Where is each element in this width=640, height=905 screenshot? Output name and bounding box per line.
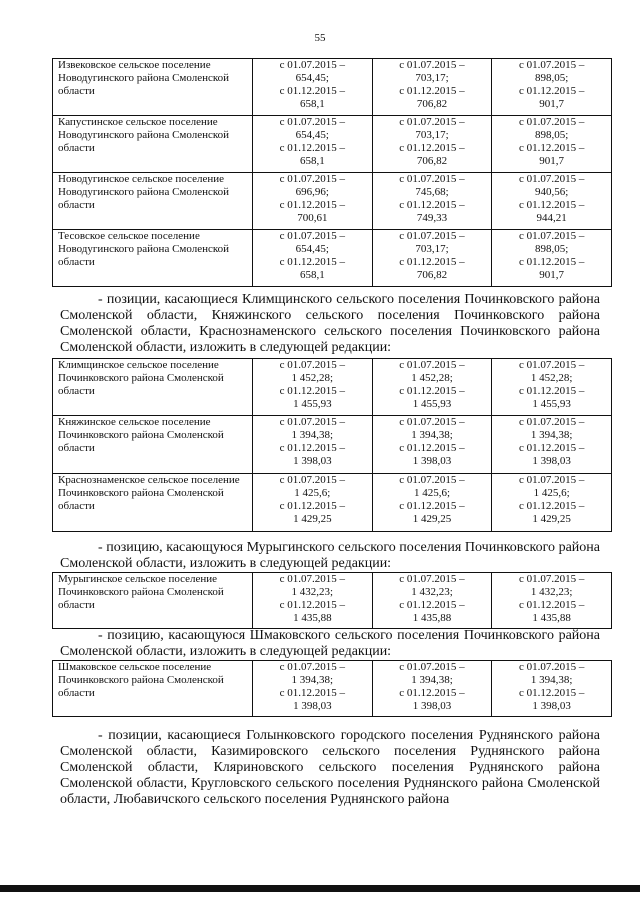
settlement-name: Шмаковское сельское поселение Починковского района Смоленской области — [53, 661, 253, 717]
tariff-value-cell — [492, 230, 612, 287]
tariff-value-cell — [372, 59, 492, 116]
tariff-value-line: с 01.07.2015 – — [279, 116, 346, 128]
tariff-value-line: с 01.07.2015 – — [518, 230, 585, 242]
tariff-value-line: с 01.07.2015 – — [399, 474, 465, 486]
tariff-value-line: с 01.07.2015 – — [399, 661, 465, 673]
tariff-table-novodugino — [52, 58, 612, 287]
tariff-value-line: 703,17; — [415, 72, 449, 84]
tariff-value-line: 1 435,88 — [412, 612, 452, 624]
tariff-value-line: 1 455,93 — [293, 398, 332, 410]
tariff-value-line: с 01.12.2015 – — [518, 256, 585, 268]
tariff-value-line: с 01.12.2015 – — [399, 85, 465, 97]
settlement-name: Княжинское сельское поселение Починковского района Смоленской области — [53, 416, 253, 474]
tariff-value-cell — [253, 230, 373, 287]
tariff-value-line: 1 429,25 — [412, 513, 452, 525]
tariff-value-cell — [372, 661, 492, 717]
settlement-name: Капустинское сельское поселение Новодугинского района Смоленской области — [53, 116, 253, 173]
tariff-value-line: 1 432,23; — [411, 586, 453, 598]
tariff-value-cell — [492, 116, 612, 173]
tariff-value-line: с 01.12.2015 – — [399, 500, 465, 512]
tariff-value-cell — [253, 359, 373, 416]
tariff-value-line: с 01.07.2015 – — [399, 116, 465, 128]
tariff-value-line: с 01.07.2015 – — [518, 59, 585, 71]
tariff-value-line: с 01.07.2015 – — [518, 173, 585, 185]
tariff-value-line: 1 432,23; — [291, 586, 334, 598]
tariff-value-cell — [492, 359, 612, 416]
amendment-paragraph: - позицию, касающуюся Шмаковского сельского поселения Починковского района Смоленской области, изложить в следующей редакции: — [60, 628, 600, 659]
tariff-value-cell — [253, 573, 373, 629]
tariff-value-line: с 01.07.2015 – — [279, 359, 346, 371]
page-number: 55 — [314, 32, 326, 44]
tariff-value-line: 1 435,88 — [293, 612, 332, 624]
tariff-value-line: с 01.07.2015 – — [399, 173, 465, 185]
tariff-value-line: 1 398,03 — [412, 455, 452, 467]
tariff-value-line: с 01.12.2015 – — [279, 256, 346, 268]
tariff-value-line: с 01.07.2015 – — [279, 173, 346, 185]
tariff-value-line: с 01.12.2015 – — [399, 256, 465, 268]
tariff-value-cell — [492, 173, 612, 230]
tariff-value-cell — [372, 573, 492, 629]
tariff-value-line: 898,05; — [535, 129, 569, 141]
tariff-value-line: 901,7 — [539, 155, 565, 167]
tariff-value-line: с 01.12.2015 – — [518, 599, 585, 611]
tariff-value-line: 1 398,03 — [412, 700, 452, 712]
table-row — [53, 359, 612, 416]
tariff-value-cell — [372, 173, 492, 230]
tariff-value-line: 1 429,25 — [532, 513, 571, 525]
tariff-value-line: 1 425,6; — [533, 487, 570, 499]
table-row — [53, 116, 612, 173]
tariff-value-line: 700,61 — [297, 212, 328, 224]
tariff-value-line: с 01.12.2015 – — [399, 687, 465, 699]
tariff-value-line: 1 452,28; — [411, 372, 453, 384]
tariff-value-line: 654,45; — [295, 243, 329, 255]
tariff-value-line: с 01.07.2015 – — [399, 59, 465, 71]
tariff-value-line: 1 425,6; — [413, 487, 451, 499]
settlement-name: Тесовское сельское поселение Новодугинского района Смоленской области — [53, 230, 253, 287]
settlement-name: Мурыгинское сельское поселение Починковского района Смоленской области — [53, 573, 253, 629]
tariff-value-cell — [372, 230, 492, 287]
tariff-value-line: 1 398,03 — [293, 455, 332, 467]
tariff-value-line: 1 394,38; — [411, 429, 453, 441]
table-row — [53, 59, 612, 116]
tariff-value-line: с 01.07.2015 – — [279, 230, 346, 242]
tariff-value-line: 1 452,28; — [530, 372, 573, 384]
tariff-value-line: с 01.12.2015 – — [399, 142, 465, 154]
tariff-value-line: с 01.12.2015 – — [279, 142, 346, 154]
tariff-value-line: 901,7 — [539, 269, 565, 281]
table-row — [53, 173, 612, 230]
tariff-value-line: 703,17; — [415, 129, 449, 141]
tariff-value-line: 706,82 — [416, 155, 448, 167]
tariff-value-line: 654,45; — [295, 72, 329, 84]
amendment-paragraph: - позиции, касающиеся Климщинского сельского поселения Починковского района Смоленской области, Княжинского сельского поселения Починковского района Смоленской области, Краснознаменского сельского поселения Починковского района Смоленской области, изложить в следующей редакции: — [60, 292, 600, 355]
settlement-name: Климщинское сельское поселение Починковского района Смоленской области — [53, 359, 253, 416]
tariff-value-line: с 01.07.2015 – — [518, 661, 585, 673]
tariff-value-line: с 01.07.2015 – — [518, 116, 585, 128]
tariff-value-line: с 01.12.2015 – — [518, 385, 585, 397]
tariff-value-cell — [253, 661, 373, 717]
tariff-value-line: 898,05; — [535, 72, 569, 84]
tariff-value-line: 1 394,38; — [291, 674, 334, 686]
tariff-value-line: 658,1 — [299, 269, 325, 281]
tariff-table-murygino — [52, 572, 612, 629]
tariff-value-line: 654,45; — [295, 129, 329, 141]
tariff-value-cell — [372, 474, 492, 532]
tariff-value-line: 1 455,93 — [412, 398, 452, 410]
tariff-value-line: 944,21 — [536, 212, 567, 224]
footer-rule — [0, 885, 640, 892]
tariff-value-line: с 01.12.2015 – — [518, 199, 585, 211]
settlement-name: Новодугинское сельское поселение Новодугинского района Смоленской области — [53, 173, 253, 230]
table-row — [53, 661, 612, 717]
tariff-value-line: 1 452,28; — [291, 372, 334, 384]
tariff-value-line: 901,7 — [539, 98, 565, 110]
tariff-value-line: 745,68; — [415, 186, 449, 198]
tariff-value-line: с 01.07.2015 – — [279, 474, 346, 486]
tariff-value-line: с 01.07.2015 – — [518, 416, 585, 428]
tariff-value-line: 1 394,38; — [530, 429, 573, 441]
settlement-name: Извековское сельское поселение Новодугинского района Смоленской области — [53, 59, 253, 116]
tariff-value-line: 1 435,88 — [532, 612, 571, 624]
tariff-value-line: с 01.07.2015 – — [279, 416, 346, 428]
tariff-value-line: 898,05; — [535, 243, 569, 255]
table-row — [53, 230, 612, 287]
tariff-value-cell — [253, 59, 373, 116]
tariff-value-line: 696,96; — [295, 186, 329, 198]
tariff-value-line: 1 398,03 — [532, 455, 571, 467]
tariff-value-line: 1 394,38; — [291, 429, 334, 441]
tariff-value-line: с 01.12.2015 – — [518, 442, 585, 454]
tariff-value-line: с 01.07.2015 – — [279, 661, 346, 673]
tariff-value-line: с 01.12.2015 – — [279, 687, 346, 699]
tariff-value-line: 706,82 — [416, 269, 448, 281]
tariff-value-line: с 01.12.2015 – — [518, 85, 585, 97]
tariff-value-line: с 01.07.2015 – — [399, 416, 465, 428]
tariff-value-line: с 01.07.2015 – — [399, 230, 465, 242]
tariff-value-cell — [492, 573, 612, 629]
tariff-value-line: 1 455,93 — [532, 398, 571, 410]
tariff-value-line: с 01.07.2015 – — [399, 359, 465, 371]
table-row — [53, 573, 612, 629]
tariff-value-line: с 01.12.2015 – — [518, 687, 585, 699]
settlement-name: Краснознаменское сельское поселение Починковского района Смоленской области — [53, 474, 253, 532]
tariff-value-line: с 01.12.2015 – — [518, 142, 585, 154]
tariff-value-line: с 01.12.2015 – — [399, 385, 465, 397]
tariff-value-cell — [253, 474, 373, 532]
tariff-value-line: 1 429,25 — [293, 513, 332, 525]
tariff-value-cell — [492, 661, 612, 717]
tariff-value-cell — [253, 173, 373, 230]
tariff-value-line: с 01.12.2015 – — [279, 500, 346, 512]
tariff-value-cell — [492, 416, 612, 474]
tariff-value-cell — [492, 59, 612, 116]
tariff-value-line: 749,33 — [416, 212, 448, 224]
tariff-value-line: с 01.07.2015 – — [518, 474, 585, 486]
tariff-value-line: 940,56; — [535, 186, 569, 198]
tariff-value-line: с 01.07.2015 – — [279, 59, 346, 71]
tariff-value-line: с 01.12.2015 – — [279, 442, 346, 454]
tariff-value-cell — [372, 116, 492, 173]
tariff-value-line: с 01.07.2015 – — [518, 359, 585, 371]
tariff-value-line: 1 398,03 — [293, 700, 332, 712]
tariff-value-line: с 01.07.2015 – — [518, 573, 585, 585]
tariff-table-shmakovo — [52, 660, 612, 717]
tariff-value-line: с 01.07.2015 – — [399, 573, 465, 585]
tariff-value-line: с 01.12.2015 – — [279, 599, 346, 611]
tariff-value-cell — [492, 474, 612, 532]
tariff-value-line: 1 394,38; — [411, 674, 453, 686]
tariff-value-cell — [253, 116, 373, 173]
table-row — [53, 416, 612, 474]
tariff-value-line: 706,82 — [416, 98, 448, 110]
tariff-value-cell — [372, 359, 492, 416]
amendment-paragraph: - позицию, касающуюся Мурыгинского сельского поселения Починковского района Смоленской области, изложить в следующей редакции: — [60, 540, 600, 571]
tariff-value-line: с 01.12.2015 – — [518, 500, 585, 512]
tariff-table-pochinok-1 — [52, 358, 612, 532]
tariff-value-line: с 01.12.2015 – — [399, 442, 465, 454]
tariff-value-line: 658,1 — [299, 155, 325, 167]
tariff-value-cell — [253, 416, 373, 474]
tariff-value-line: с 01.12.2015 – — [279, 85, 346, 97]
tariff-value-line: 1 432,23; — [530, 586, 573, 598]
tariff-value-line: с 01.12.2015 – — [399, 199, 465, 211]
tariff-value-cell — [372, 416, 492, 474]
amendment-paragraph: - позиции, касающиеся Голынковского городского поселения Руднянского района Смоленской области, Казимировского сельского поселения Руднянского района Смоленской области, Кляриновского сельского поселения Руднянского района Смоленской области, Кругловского сельского поселения Руднянского района Смоленской области, Любавичского сельского поселения Руднянского района — [60, 728, 600, 807]
tariff-value-line: 1 398,03 — [532, 700, 571, 712]
tariff-value-line: с 01.12.2015 – — [279, 385, 346, 397]
tariff-value-line: 1 394,38; — [530, 674, 573, 686]
tariff-value-line: 1 425,6; — [294, 487, 331, 499]
table-row — [53, 474, 612, 532]
tariff-value-line: с 01.12.2015 – — [399, 599, 465, 611]
tariff-value-line: с 01.07.2015 – — [279, 573, 346, 585]
tariff-value-line: с 01.12.2015 – — [279, 199, 346, 211]
tariff-value-line: 658,1 — [299, 98, 325, 110]
tariff-value-line: 703,17; — [415, 243, 449, 255]
